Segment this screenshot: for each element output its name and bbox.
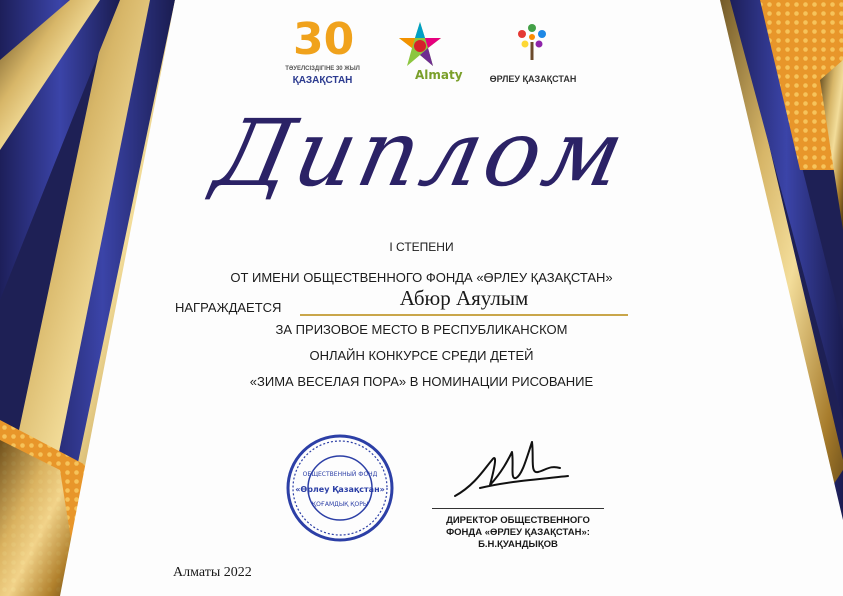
anniversary-subtitle: ТӘУЕЛСІЗДІГІНЕ 30 ЖЫЛ bbox=[285, 66, 360, 72]
anniversary-country: ҚАЗАҚСТАН bbox=[292, 75, 353, 86]
anniversary-number: 30 bbox=[293, 14, 355, 65]
degree-text: I СТЕПЕНИ bbox=[389, 240, 454, 254]
almaty-logo bbox=[393, 20, 465, 85]
anniversary-logo bbox=[285, 14, 360, 90]
issuer-line: ОТ ИМЕНИ ОБЩЕСТВЕННОГО ФОНДА «ӨРЛЕУ ҚАЗАҚСТАН» bbox=[230, 270, 613, 285]
foundation-label: ӨРЛЕУ ҚАЗАҚСТАН bbox=[489, 74, 577, 84]
director-signature bbox=[450, 430, 580, 508]
reason-line-2: ОНЛАЙН КОНКУРСЕ СРЕДИ ДЕТЕЙ bbox=[309, 348, 534, 363]
diploma-title: Диплом bbox=[206, 100, 637, 207]
signatory-block bbox=[432, 515, 604, 551]
almaty-star-icon bbox=[397, 20, 443, 72]
place-date: Алматы 2022 bbox=[173, 565, 252, 580]
award-label: НАГРАЖДАЕТСЯ bbox=[175, 300, 282, 315]
signature-line bbox=[432, 508, 604, 509]
almaty-label: Almaty bbox=[415, 68, 463, 82]
signatory-line-1: ДИРЕКТОР ОБЩЕСТВЕННОГО bbox=[446, 515, 590, 526]
reason-line-1: ЗА ПРИЗОВОЕ МЕСТО В РЕСПУБЛИКАНСКОМ bbox=[275, 322, 568, 337]
seal-center-text: «Өрлеу Қазақстан» bbox=[295, 485, 385, 494]
seal-bottom-text: ҚОҒАМДЫҚ ҚОРЫ bbox=[311, 501, 369, 508]
signatory-line-2: ФОНДА «ӨРЛЕУ ҚАЗАҚСТАН»: bbox=[446, 527, 590, 538]
recipient-underline bbox=[300, 314, 628, 316]
foundation-logo bbox=[488, 22, 578, 87]
recipient-name: Абюр Аяулым bbox=[399, 286, 529, 310]
seal-top-text: ОБЩЕСТВЕННЫЙ ФОНД bbox=[302, 471, 378, 478]
official-seal bbox=[284, 432, 396, 544]
tree-icon bbox=[512, 22, 552, 62]
signatory-name: Б.Н.ҚУАНДЫҚОВ bbox=[478, 539, 558, 550]
reason-line-3: «ЗИМА ВЕСЕЛАЯ ПОРА» В НОМИНАЦИИ РИСОВАНИЕ bbox=[249, 374, 594, 389]
